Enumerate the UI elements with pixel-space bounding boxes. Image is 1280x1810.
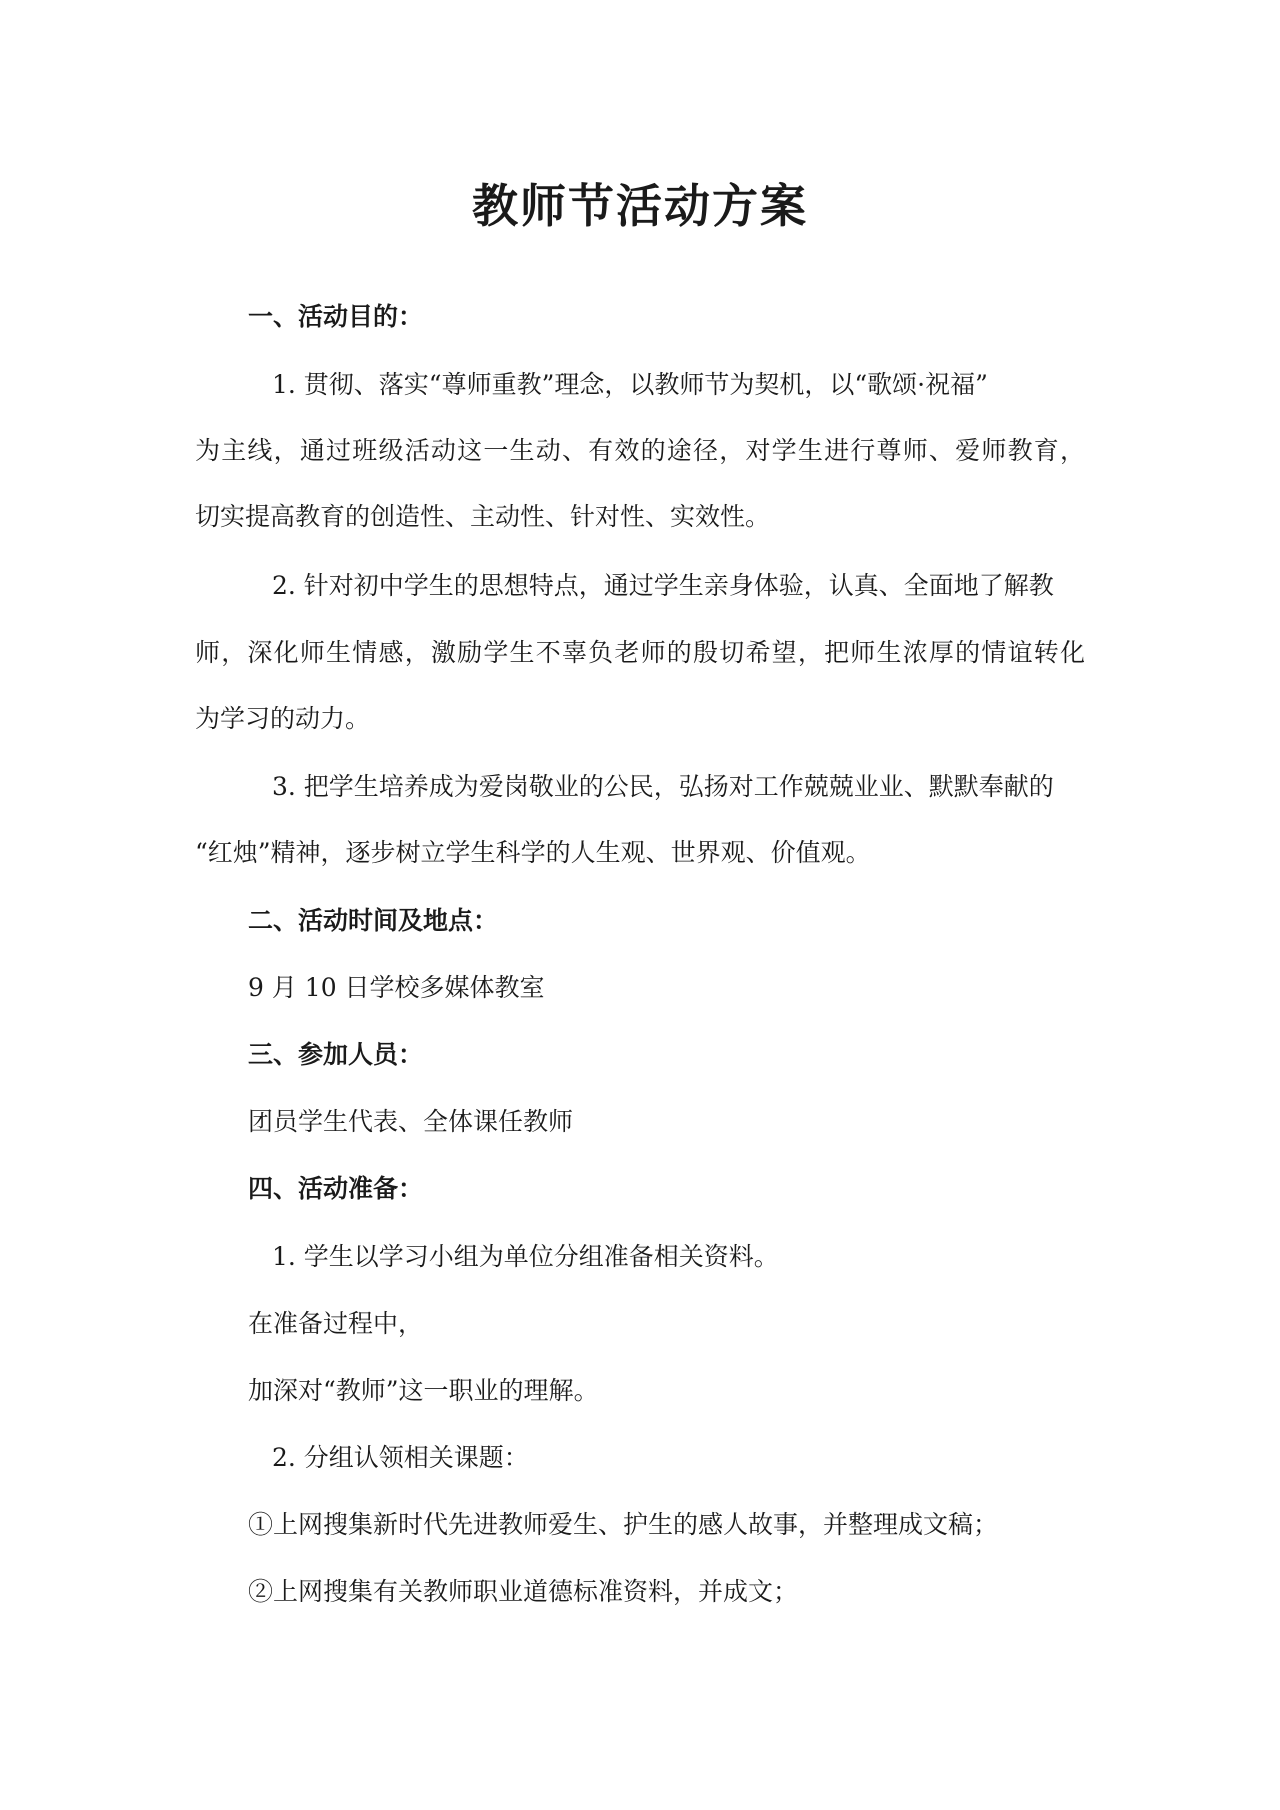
purpose-item-2-line-1: 2. 针对初中学生的思想特点，通过学生亲身体验，认真、全面地了解教 xyxy=(272,571,1054,600)
section-heading-participants: 三、参加人员： xyxy=(248,1040,424,1069)
participants-text: 团员学生代表、全体课任教师 xyxy=(248,1107,574,1136)
preparation-item-1: 1. 学生以学习小组为单位分组准备相关资料。 xyxy=(272,1242,779,1271)
preparation-text-2: 加深对“教师”这一职业的理解。 xyxy=(248,1376,599,1405)
page-title: 教师节活动方案 xyxy=(472,179,808,233)
preparation-text-1: 在准备过程中， xyxy=(248,1309,424,1338)
section-heading-purpose: 一、活动目的： xyxy=(248,302,424,331)
preparation-subitem-2: ②上网搜集有关教师职业道德标准资料，并成文； xyxy=(248,1577,799,1606)
purpose-item-1-line-1: 1. 贯彻、落实“尊师重教”理念，以教师节为契机，以“歌颂·祝福” xyxy=(272,370,988,399)
section-heading-preparation: 四、活动准备： xyxy=(248,1174,424,1203)
time-place-text: 9 月 10 日学校多媒体教室 xyxy=(248,973,545,1002)
purpose-item-1-line-2: 为主线，通过班级活动这一生动、有效的途径，对学生进行尊师、爱师教育， xyxy=(195,436,1085,465)
preparation-item-2: 2. 分组认领相关课题： xyxy=(272,1443,529,1472)
purpose-item-2-line-2: 师，深化师生情感，激励学生不辜负老师的殷切希望，把师生浓厚的情谊转化 xyxy=(195,638,1085,667)
purpose-item-2-line-3: 为学习的动力。 xyxy=(195,704,371,733)
purpose-item-3-line-1: 3. 把学生培养成为爱岗敬业的公民，弘扬对工作兢兢业业、默默奉献的 xyxy=(272,772,1054,801)
section-heading-time-place: 二、活动时间及地点： xyxy=(248,906,499,935)
preparation-subitem-1: ①上网搜集新时代先进教师爱生、护生的感人故事，并整理成文稿； xyxy=(248,1510,999,1539)
purpose-item-3-line-2: “红烛”精神，逐步树立学生科学的人生观、世界观、价值观。 xyxy=(195,838,871,867)
purpose-item-1-line-3: 切实提高教育的创造性、主动性、针对性、实效性。 xyxy=(195,502,771,531)
